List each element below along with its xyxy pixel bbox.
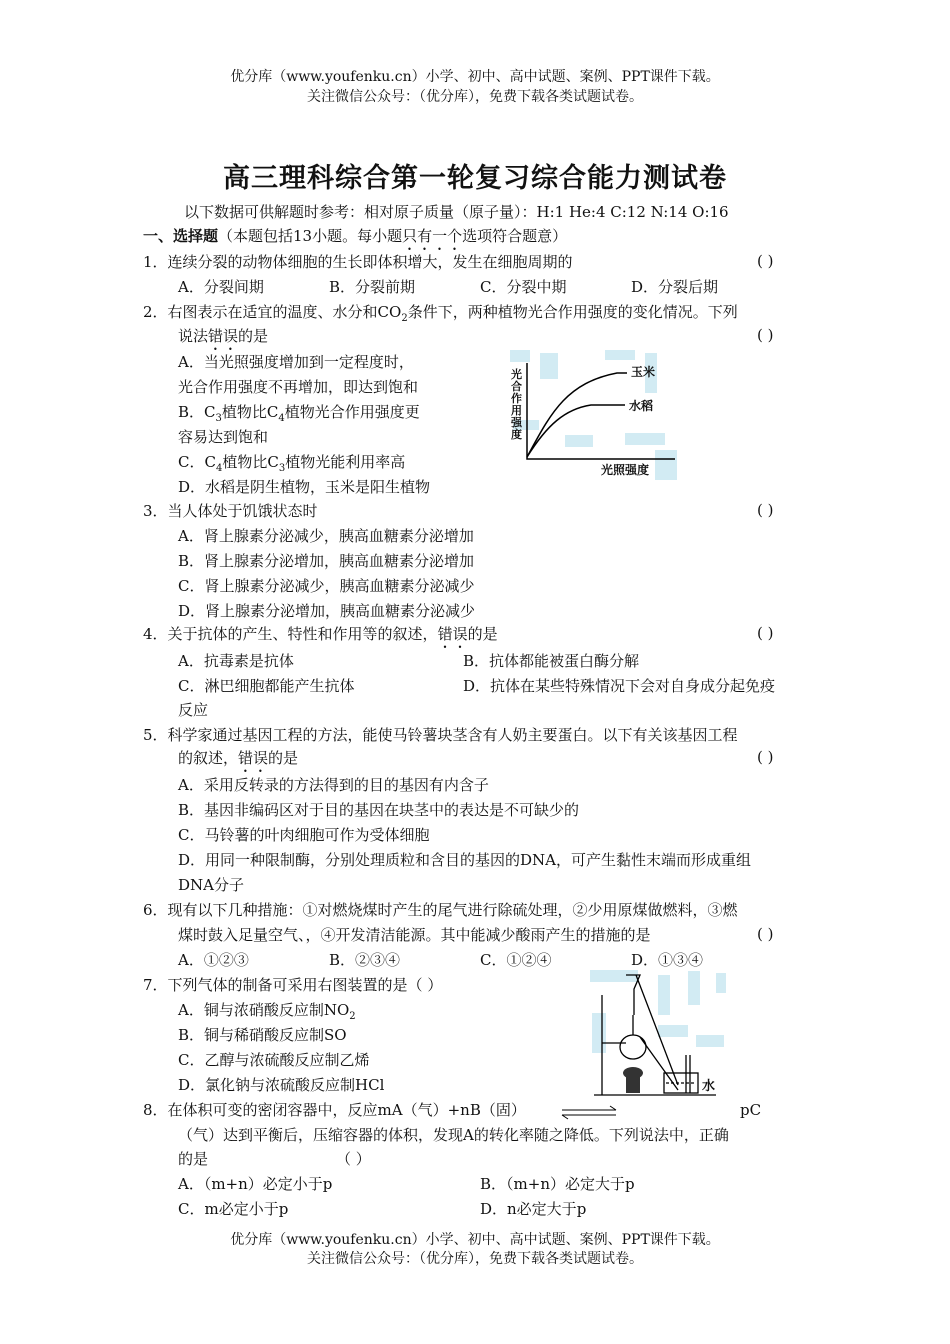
q3-option-d: D．肾上腺素分泌增加，胰高血糖素分泌减少 bbox=[178, 602, 476, 620]
q5-line2-a: 的叙述， bbox=[178, 749, 239, 767]
q4-text-a: 关于抗体的产生、特性和作用等的叙述， bbox=[167, 625, 438, 643]
light-intensity-figure bbox=[505, 345, 695, 485]
section-note-a: （本题包括13小题。每小题 bbox=[218, 227, 403, 245]
q4-option-a: A．抗毒素是抗体 bbox=[178, 652, 294, 670]
q5-text: 科学家通过基因工程的方法，能使马铃薯块茎含有人奶主要蛋白。以下有关该基因工程 bbox=[167, 726, 738, 744]
q2-b-sub2: 4 bbox=[278, 413, 285, 424]
q6-option-b: B．②③④ bbox=[329, 951, 401, 969]
equilibrium-arrow-svg bbox=[560, 1103, 618, 1121]
section-note-emphasis: 只有一个 bbox=[402, 227, 463, 245]
q6-stem-line-2: 煤时鼓入足量空气、，④开发清洁能源。其中能减少酸雨产生的措施的是 bbox=[178, 926, 651, 944]
q1-option-a: A．分裂间期 bbox=[178, 278, 264, 296]
q1-option-c: C．分裂中期 bbox=[480, 278, 567, 296]
q5-option-d-line-2: DNA分子 bbox=[178, 876, 244, 894]
q8-option-c: C．m必定小于p bbox=[178, 1200, 289, 1218]
q2-text-2: 条件下，两种植物光合作用强度的变化情况。下列 bbox=[407, 303, 738, 321]
q1-option-b: B．分裂前期 bbox=[329, 278, 416, 296]
q5-line2-emphasis: 错误 bbox=[238, 749, 269, 767]
q7-option-d: D．氯化钠与浓硫酸反应制HCl bbox=[178, 1076, 385, 1094]
ylabel-char: 作 bbox=[511, 392, 522, 405]
q5-option-b: B．基因非编码区对于目的基因在块茎中的表达是不可缺少的 bbox=[178, 801, 580, 819]
q3-option-c: C．肾上腺素分泌减少，胰高血糖素分泌减少 bbox=[178, 577, 475, 595]
q3-text: 当人体处于饥饿状态时 bbox=[167, 502, 318, 520]
q2-c-sub2: 3 bbox=[278, 463, 286, 474]
q2-line2-a: 说法 bbox=[178, 327, 209, 345]
reference-line: 以下数据可供解题时参考：相对原子质量（原子量）：H:1 He:4 C:12 N:14 O:16 bbox=[184, 203, 729, 221]
q2-b-c: 植物光合作用强度更 bbox=[284, 403, 420, 421]
q3-option-a: A．肾上腺素分泌减少，胰高血糖素分泌增加 bbox=[178, 527, 474, 545]
q6-number: 6． bbox=[143, 901, 168, 919]
q4-text-emphasis: 错误 bbox=[437, 625, 468, 643]
q2-line2-b: 的是 bbox=[238, 327, 269, 345]
chart-label-corn: 玉米 bbox=[631, 365, 656, 379]
q2-option-a-line-1: A．当光照强度增加到一定程度时， bbox=[178, 353, 414, 371]
section-heading bbox=[143, 226, 567, 254]
q8-number: 8． bbox=[143, 1101, 168, 1119]
q2-b-a: B．C bbox=[178, 403, 216, 421]
page-title: 高三理科综合第一轮复习综合能力测试卷 bbox=[223, 163, 727, 194]
section-note-b: 选项符合题意） bbox=[462, 227, 568, 245]
q4-number: 4． bbox=[143, 625, 168, 643]
q8-stem-line-2: （气）达到平衡后，压缩容器的体积，发现A的转化率随之降低。下列说法中，正确 bbox=[178, 1126, 729, 1144]
q2-option-a-line-2: 光合作用强度不再增加，即达到饱和 bbox=[178, 378, 419, 396]
q2-number: 2． bbox=[143, 303, 168, 321]
q2-line2-emphasis: 错误 bbox=[208, 327, 239, 345]
q8-option-b: B．（m+n）必定大于p bbox=[480, 1175, 635, 1193]
q2-option-b-line-1 bbox=[178, 402, 420, 429]
footer-line-2: 关注微信公众号：（优分库），免费下载各类试题试卷。 bbox=[307, 1251, 643, 1267]
q6-option-c: C．①②④ bbox=[480, 951, 552, 969]
equilibrium-arrow-icon bbox=[560, 1103, 618, 1121]
ylabel-char: 光 bbox=[511, 368, 522, 381]
q8-stem bbox=[143, 1100, 526, 1120]
q7-number: 7． bbox=[143, 976, 168, 994]
section-title: 一、选择题 bbox=[143, 227, 219, 245]
q3-stem bbox=[143, 501, 318, 521]
q5-option-d: D．用同一种限制酶，分别处理质粒和含目的基因的DNA，可产生黏性末端而形成重组 bbox=[178, 851, 752, 869]
q5-answer-paren: ( ) bbox=[757, 748, 774, 766]
burner-shape bbox=[623, 1067, 643, 1093]
q7-option-a bbox=[178, 1000, 356, 1027]
chart-label-rice: 水稻 bbox=[629, 399, 654, 413]
q2-subscript: 2 bbox=[401, 313, 408, 324]
chart-ylabel bbox=[511, 369, 523, 441]
q2-c-sub1: 4 bbox=[215, 463, 223, 474]
q7-text: 下列气体的制备可采用右图装置的是（ ） bbox=[167, 976, 443, 994]
q5-stem bbox=[143, 725, 738, 745]
q2-c-c: 植物光能利用率高 bbox=[285, 453, 406, 471]
q1-option-d: D．分裂后期 bbox=[631, 278, 719, 296]
q5-option-a: A．采用反转录的方法得到的目的基因有内含子 bbox=[178, 776, 489, 794]
q2-stem bbox=[143, 302, 738, 329]
ylabel-char: 用 bbox=[511, 404, 522, 417]
q8-text: 在体积可变的密闭容器中，反应mA（气）+nB（固） bbox=[167, 1101, 526, 1119]
light-intensity-svg bbox=[505, 345, 695, 485]
q4-answer-paren: ( ) bbox=[757, 624, 774, 642]
q4-text-b: 的是 bbox=[467, 625, 498, 643]
q6-stem bbox=[143, 900, 738, 920]
q2-option-b-line-2: 容易达到饱和 bbox=[178, 428, 269, 446]
header-line-1: 优分库（www.youfenku.cn）小学、初中、高中试题、案例、PPT课件下载。 bbox=[230, 69, 720, 85]
q6-text: 现有以下几种措施：①对燃烧煤时产生的尾气进行除硫处理，②少用原煤做燃料，③燃 bbox=[167, 901, 738, 919]
ylabel-char: 度 bbox=[511, 428, 522, 441]
q2-text-1: 右图表示在适宜的温度、水分和CO bbox=[167, 303, 402, 321]
q2-option-c bbox=[178, 452, 405, 479]
q2-c-a: C．C bbox=[178, 453, 216, 471]
q5-line2-b: 的是 bbox=[268, 749, 299, 767]
q7-option-b: B．铜与稀硝酸反应制SO bbox=[178, 1026, 347, 1044]
q2-b-b: 植物比C bbox=[221, 403, 279, 421]
q4-option-d-line-2: 反应 bbox=[178, 701, 209, 719]
q6-answer-paren: ( ) bbox=[757, 925, 774, 943]
q1-answer-paren: ( ) bbox=[757, 252, 774, 270]
q1-text: 连续分裂的动物体细胞的生长即体积增大，发生在细胞周期的 bbox=[167, 253, 573, 271]
footer-line-1: 优分库（www.youfenku.cn）小学、初中、高中试题、案例、PPT课件下载。 bbox=[230, 1232, 720, 1248]
q5-number: 5． bbox=[143, 726, 168, 744]
q4-option-d: D．抗体在某些特殊情况下会对自身成分起免疫 bbox=[463, 677, 776, 695]
q3-answer-paren: ( ) bbox=[757, 501, 774, 519]
q7-stem bbox=[143, 975, 442, 995]
q2-option-d: D．水稻是阴生植物，玉米是阳生植物 bbox=[178, 478, 431, 496]
header-line-2: 关注微信公众号：（优分库），免费下载各类试题试卷。 bbox=[307, 89, 643, 105]
water-label: 水 bbox=[702, 1079, 716, 1094]
q4-option-b: B．抗体都能被蛋白酶分解 bbox=[463, 652, 640, 670]
q7-a-text: A．铜与浓硝酸反应制NO bbox=[178, 1001, 350, 1019]
watermark-shape bbox=[590, 970, 726, 1053]
q2-answer-paren: ( ) bbox=[757, 326, 774, 344]
q4-option-c: C．淋巴细胞都能产生抗体 bbox=[178, 677, 355, 695]
ylabel-char: 强 bbox=[511, 416, 522, 429]
q1-stem bbox=[143, 252, 573, 272]
q1-number: 1． bbox=[143, 253, 168, 271]
q8-option-d: D．n必定大于p bbox=[480, 1200, 587, 1218]
q5-stem-line-2 bbox=[178, 748, 298, 776]
q2-stem-line-2 bbox=[178, 326, 268, 354]
q5-option-c: C．马铃薯的叶肉细胞可作为受体细胞 bbox=[178, 826, 430, 844]
q2-c-b: 植物比C bbox=[222, 453, 279, 471]
q7-option-c: C．乙醇与浓硫酸反应制乙烯 bbox=[178, 1051, 370, 1069]
chart-xlabel: 光照强度 bbox=[601, 463, 650, 477]
q6-option-d: D．①③④ bbox=[631, 951, 704, 969]
q8-stem-line-3: 的是 bbox=[178, 1150, 209, 1168]
q4-stem bbox=[143, 624, 498, 652]
q7-a-sub: 2 bbox=[349, 1011, 356, 1022]
q6-option-a: A．①②③ bbox=[178, 951, 249, 969]
q3-number: 3． bbox=[143, 502, 168, 520]
q8-product: pC bbox=[740, 1101, 762, 1119]
ylabel-char: 合 bbox=[511, 380, 522, 393]
q8-option-a: A．（m+n）必定小于p bbox=[178, 1175, 333, 1193]
q8-answer-paren: （ ） bbox=[336, 1150, 371, 1168]
gas-apparatus-figure bbox=[588, 965, 728, 1100]
q3-option-b: B．肾上腺素分泌增加，胰高血糖素分泌增加 bbox=[178, 552, 475, 570]
q2-b-sub1: 3 bbox=[215, 413, 222, 424]
